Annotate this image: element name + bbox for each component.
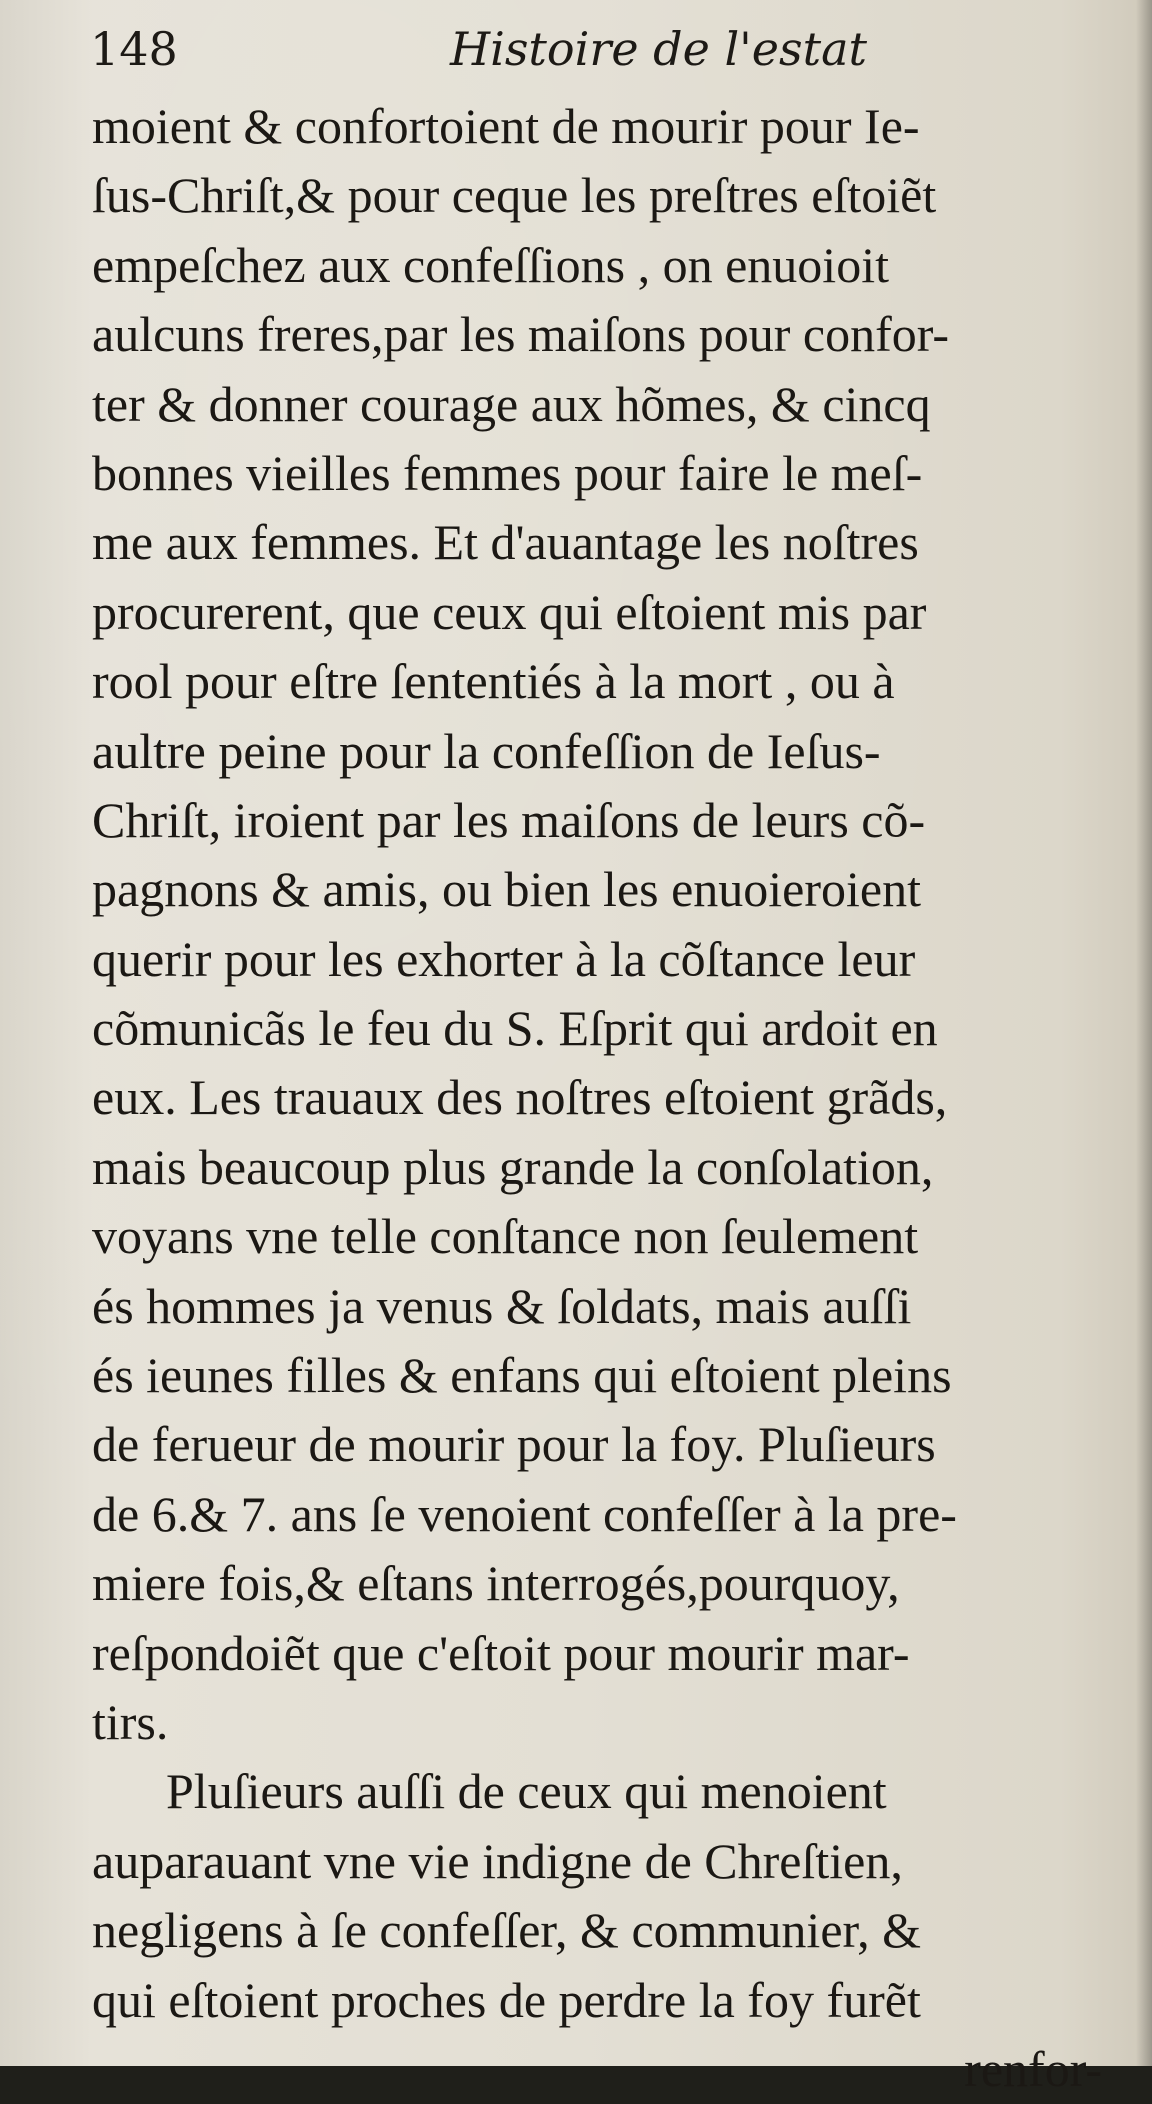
text-line: és hommes ja venus & ſoldats, mais auſſi [92,1277,912,1334]
text-line: pagnons & amis, ou bien les enuoieroient [92,861,922,918]
text-line: és ieunes filles & enfans qui eſtoient pleins [92,1347,952,1404]
text-line: empeſchez aux confeſſions , on enuoioit [92,236,889,293]
text-line: procurerent, que ceux qui eſtoient mis par [92,583,927,640]
page-number: 148 [90,22,178,76]
text-line: de ferueur de mourir pour la foy. Pluſieurs [92,1416,936,1473]
text-line: querir pour les exhorter à la cõſtance leur [92,930,916,987]
text-line: qui eſtoient proches de perdre la foy furẽt [92,1971,921,2028]
text-line: reſpondoiẽt que c'eſtoit pour mourir mar- [92,1624,910,1681]
paragraph-start-line: Pluſieurs auſſi de ceux qui menoient [166,1763,887,1820]
running-head [90,12,1090,82]
text-line: de 6.& 7. ans ſe venoient confeſſer à la pre- [92,1485,957,1542]
text-line: ſus-Chriſt,& pour ceque les preſtres eſtoiẽt [92,167,937,224]
text-line: auparauant vne vie indigne de Chreſtien, [92,1832,903,1889]
text-line: moient & confortoient de mourir pour Ie- [92,98,920,154]
text-line: tirs. [92,1693,169,1750]
body-text [92,92,1132,2104]
text-line: negligens à ſe confeſſer, & communier, & [92,1902,922,1959]
catchword: renfor- [964,2040,1102,2097]
text-line: cõmunicãs le feu du S. Eſprit qui ardoit en [92,1000,938,1057]
text-line: ter & donner courage aux hõmes, & cincq [92,375,931,432]
text-line: miere fois,& eſtans interrogés,pourquoy, [92,1555,900,1612]
text-line: voyans vne telle conſtance non ſeulement [92,1208,919,1265]
text-line: mais beaucoup plus grande la conſolation, [92,1138,934,1195]
text-line: Chriſt, iroient par les maiſons de leurs cõ- [92,791,926,848]
text-line: eux. Les trauaux des noſtres eſtoient grãds, [92,1069,948,1126]
text-line: me aux femmes. Et d'auantage les noſtres [92,514,919,571]
text-line: bonnes vieilles femmes pour faire le meſ- [92,444,923,501]
text-line: rool pour eſtre ſententiés à la mort , ou à [92,653,895,710]
text-line: aulcuns freres,par les maiſons pour confor- [92,306,950,363]
running-title: Histoire de l'estat [450,22,868,76]
text-line: aultre peine pour la confeſſion de Ieſus- [92,722,881,779]
page-edge-shadow [1136,0,1152,2066]
